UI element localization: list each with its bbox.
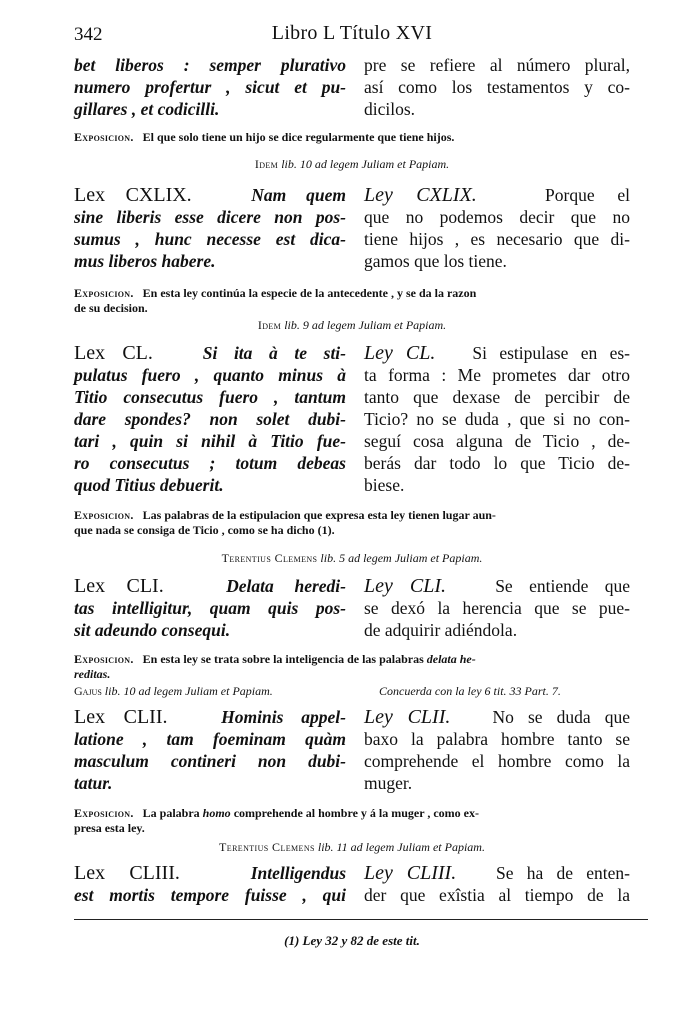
latin-line: sumus , hunc necesse est dica- [74, 229, 346, 249]
exposition [74, 130, 630, 145]
spanish-line: tanto que dexase de percibir de [364, 387, 630, 407]
latin-line: tatur. [74, 773, 113, 793]
latin-column [74, 862, 346, 906]
source-citation [74, 551, 630, 566]
source-author: Idem [257, 318, 282, 332]
source-citation [74, 157, 630, 172]
latin-line: Nam quem [251, 185, 346, 205]
latin-line: mus liberos habere. [74, 251, 216, 271]
latin-line: numero profertur , sicut et pu- [74, 77, 346, 97]
latin-line: est mortis tempore fuisse , qui [74, 885, 346, 905]
lex-number: Lex CLII. [74, 706, 168, 728]
latin-line: Hominis appel- [221, 707, 346, 727]
spanish-line: que no podemos decir que no [364, 207, 630, 227]
latin-line: pulatus fuero , quanto minus à [74, 365, 346, 385]
exposition [74, 286, 630, 316]
spanish-line: dicilos. [364, 99, 416, 119]
source-citation [74, 840, 630, 855]
spanish-column [364, 342, 630, 496]
spanish-line: así como los testamentos y co- [364, 77, 630, 97]
source-citation [74, 684, 630, 699]
spanish-column [364, 862, 630, 906]
spanish-line: pre se refiere al número plural, [364, 55, 630, 75]
latin-line: masculum contineri non dubi- [74, 751, 346, 771]
spanish-column [364, 706, 630, 794]
latin-line: Delata heredi- [226, 576, 346, 596]
lex-number: Lex CLI. [74, 575, 164, 597]
spanish-line: baxo la palabra hombre tanto se [364, 729, 630, 749]
exposition-label: Exposicion. [74, 508, 134, 522]
spanish-line: gamos que los tiene. [364, 251, 507, 271]
page-header [74, 22, 630, 46]
latin-line: sine liberis esse dicere non pos- [74, 207, 346, 227]
concordance-note: Concuerda con la ley 6 tit. 33 Part. 7. [379, 684, 561, 698]
source-author: Terentius Clemens [219, 840, 315, 854]
exposition-label: Exposicion. [74, 130, 134, 144]
latin-line: latione , tam foeminam quàm [74, 729, 346, 749]
exposition-label: Exposicion. [74, 806, 134, 820]
ley-number: Ley CXLIX. [364, 184, 477, 206]
spanish-line: ta forma : Me prometes dar otro [364, 365, 630, 385]
exposition-text: comprehende al hombre y á la muger , como ex- [233, 806, 479, 820]
latin-column [74, 54, 346, 120]
exposition [74, 806, 630, 836]
latin-line: bet liberos : semper plurativo [74, 55, 346, 75]
latin-line: sit adeundo consequi. [74, 620, 231, 640]
spanish-line: se dexó la herencia que se pue- [364, 598, 630, 618]
latin-line: dare spondes? non solet dubi- [74, 409, 346, 429]
exposition [74, 508, 630, 538]
spanish-line: der que exîstia al tiempo de la [364, 885, 630, 905]
spanish-line: Porque el [545, 185, 630, 205]
exposition-text: presa esta ley. [74, 821, 145, 835]
exposition-text: Las palabras de la estipulacion que expresa esta ley tienen lugar aun- [142, 508, 496, 522]
spanish-line: Se entiende que [495, 576, 631, 596]
exposition-text: En esta ley continúa la especie de la antecedente , y se da la razon [142, 286, 477, 300]
exposition-text: homo [202, 806, 231, 820]
latin-line: ro consecutus ; totum debeas [74, 453, 346, 473]
spanish-column [364, 575, 630, 641]
spanish-line: Si estipulase en es- [472, 343, 631, 363]
source-reference: lib. 10 ad legem Juliam et Papiam. [281, 157, 450, 171]
exposition-text: de su decision. [74, 301, 148, 315]
exposition-text: La palabra [142, 806, 200, 820]
source-reference: lib. 5 ad legem Juliam et Papiam. [320, 551, 483, 565]
exposition-label: Exposicion. [74, 652, 134, 666]
footnote-divider [74, 919, 648, 920]
spanish-column [364, 184, 630, 272]
source-author: Idem [254, 157, 279, 171]
latin-line: quod Titius debuerit. [74, 475, 224, 495]
latin-column [74, 342, 346, 496]
spanish-line: Se ha de enten- [495, 863, 630, 883]
exposition-text: En esta ley se trata sobre la inteligencia de las palabras [142, 652, 424, 666]
exposition-text: delata he- [426, 652, 476, 666]
exposition-text: que nada se consiga de Ticio , como se ha dicho (1). [74, 523, 335, 537]
spanish-line: de adquirir adiéndola. [364, 620, 518, 640]
ley-number: Ley CLII. [364, 706, 451, 728]
latin-column [74, 706, 346, 794]
footnote: (1) Ley 32 y 82 de este tit. [284, 933, 420, 948]
spanish-column [364, 54, 630, 120]
source-reference: lib. 10 ad legem Juliam et Papiam. [104, 684, 273, 698]
latin-line: Intelligendus [250, 863, 347, 883]
latin-column [74, 575, 346, 641]
source-citation [74, 318, 630, 333]
source-author: Terentius Clemens [221, 551, 318, 565]
spanish-line: biese. [364, 475, 405, 495]
spanish-line: berás dar todo lo que Ticio de- [364, 453, 630, 473]
lex-number: Lex CL. [74, 342, 153, 364]
latin-line: Titio consecutus fuero , tantum [74, 387, 346, 407]
exposition [74, 652, 630, 682]
ley-number: Ley CLIII. [364, 862, 457, 884]
spanish-line: muger. [364, 773, 413, 793]
source-reference: lib. 9 ad legem Juliam et Papiam. [284, 318, 447, 332]
lex-number: Lex CLIII. [74, 862, 180, 884]
latin-line: gillares , et codicilli. [74, 99, 220, 119]
spanish-line: seguí cosa alguna de Ticio , de- [364, 431, 630, 451]
latin-line: tas intelligitur, quam quis pos- [74, 598, 346, 618]
spanish-line: tiene hijos , es necesario que di- [364, 229, 630, 249]
running-title: Libro L Título XVI [271, 22, 433, 44]
spanish-line: comprehende el hombre como la [364, 751, 630, 771]
page-number: 342 [74, 24, 103, 45]
latin-line: tari , quin si nihil à Titio fue- [74, 431, 346, 451]
exposition-text: reditas. [74, 667, 111, 681]
ley-number: Ley CLI. [364, 575, 447, 597]
latin-column [74, 184, 346, 272]
ley-number: Ley CL. [364, 342, 436, 364]
spanish-line: No se duda que [492, 707, 630, 727]
source-reference: lib. 11 ad legem Juliam et Papiam. [317, 840, 485, 854]
source-author: Gajus [74, 684, 102, 698]
spanish-line: Ticio? no se duda , que si no con- [364, 409, 630, 429]
latin-line: Si ita à te sti- [202, 343, 346, 363]
exposition-label: Exposicion. [74, 286, 134, 300]
lex-number: Lex CXLIX. [74, 184, 192, 206]
exposition-text: El que solo tiene un hijo se dice regularmente que tiene hijos. [142, 130, 455, 144]
